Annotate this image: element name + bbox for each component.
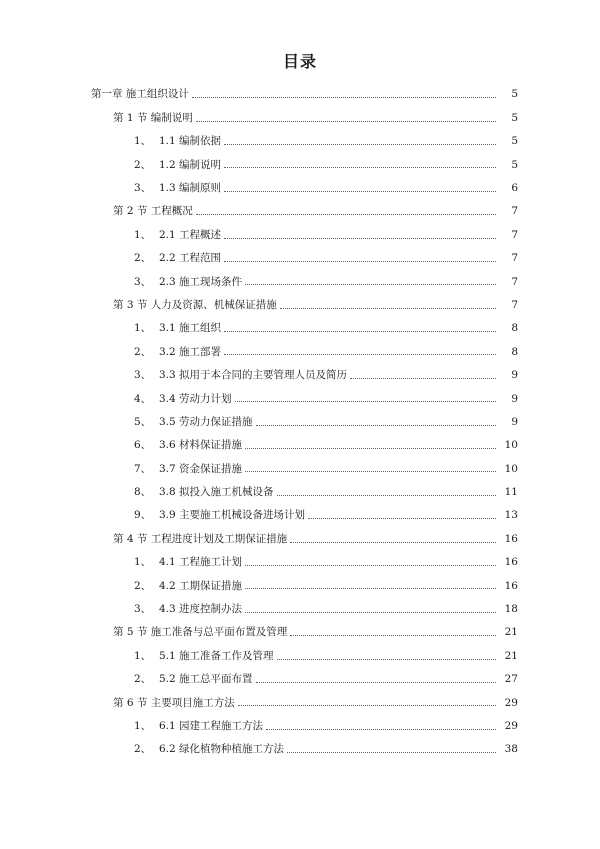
toc-dot-leader	[287, 752, 496, 753]
toc-dot-leader	[290, 542, 496, 543]
toc-entry-number: 5、	[134, 415, 152, 428]
toc-entry-label	[134, 370, 347, 381]
toc-page-number: 9	[511, 415, 518, 428]
toc-dot-leader	[245, 612, 496, 613]
toc-entry-level-3[interactable]	[0, 223, 600, 246]
toc-entry-text: 第 3 节 人力及资源、机械保证措施	[113, 298, 277, 311]
toc-entry-number: 8、	[134, 486, 152, 499]
toc-dot-leader	[235, 401, 496, 402]
toc-dot-leader	[280, 308, 496, 309]
toc-page-number: 7	[511, 298, 518, 311]
toc-entry-text: 1.1 编制依据	[159, 135, 222, 148]
toc-page-number: 29	[504, 719, 518, 732]
toc-entry-label	[134, 230, 221, 241]
toc-entry-label	[134, 160, 221, 171]
toc-dot-leader	[308, 518, 496, 519]
toc-page-number: 7	[511, 252, 518, 265]
toc-entry-text: 3.4 劳动力计划	[159, 392, 232, 405]
toc-entry-label	[134, 487, 274, 498]
toc-entry-text: 第 1 节 编制说明	[113, 111, 193, 124]
toc-entry-level-3[interactable]	[0, 153, 600, 176]
toc-entry-label	[134, 440, 242, 451]
toc-entry-text: 5.1 施工准备工作及管理	[159, 649, 274, 662]
toc-page-number: 8	[511, 345, 518, 358]
toc-entry-text: 3.6 材料保证措施	[159, 439, 243, 452]
toc-page-number: 38	[504, 743, 518, 756]
toc-dot-leader	[290, 635, 496, 636]
toc-entry-level-3[interactable]	[0, 387, 600, 410]
toc-entry-text: 4.3 进度控制办法	[159, 603, 243, 616]
toc-entry-level-3[interactable]	[0, 457, 600, 480]
toc-entry-level-2[interactable]	[0, 294, 600, 317]
toc-dot-leader	[224, 167, 496, 168]
toc-dot-leader	[192, 97, 496, 98]
toc-entry-level-3[interactable]	[0, 410, 600, 433]
toc-entry-text: 3.8 拟投入施工机械设备	[159, 486, 274, 499]
toc-entry-level-3[interactable]	[0, 270, 600, 293]
toc-entry-label	[134, 323, 221, 334]
toc-dot-leader	[277, 495, 496, 496]
toc-entry-level-3[interactable]	[0, 177, 600, 200]
toc-entry-text: 第 5 节 施工准备与总平面布置及管理	[113, 626, 288, 639]
toc-dot-leader	[224, 191, 496, 192]
toc-entry-level-3[interactable]	[0, 434, 600, 457]
toc-entry-level-1[interactable]	[0, 83, 600, 106]
toc-entry-number: 6、	[134, 439, 152, 452]
toc-entry-text: 1.3 编制原则	[159, 182, 222, 194]
toc-dot-leader	[224, 331, 496, 332]
toc-page-number: 10	[504, 462, 518, 475]
toc-entry-text: 3.5 劳动力保证措施	[159, 415, 253, 428]
toc-entry-label	[134, 183, 221, 194]
toc-entry-number: 3、	[134, 275, 152, 288]
toc-dot-leader	[224, 238, 496, 239]
toc-entry-level-3[interactable]	[0, 715, 600, 738]
toc-dot-leader	[245, 471, 496, 472]
toc-page-number: 7	[511, 205, 518, 218]
toc-dot-leader	[224, 354, 496, 355]
toc-entry-level-3[interactable]	[0, 247, 600, 270]
toc-entry-label	[134, 347, 221, 358]
toc-dot-leader	[350, 378, 496, 379]
toc-entry-label	[134, 136, 221, 147]
toc-entry-text: 3.1 施工组织	[159, 322, 222, 335]
toc-entry-text: 第一章 施工组织设计	[91, 88, 189, 101]
toc-entry-text: 1.2 编制说明	[159, 158, 222, 171]
toc-entry-text: 2.1 工程概述	[159, 228, 222, 241]
toc-dot-leader	[196, 121, 496, 122]
toc-entry-number: 2、	[134, 158, 152, 171]
toc-entry-label	[91, 89, 189, 100]
toc-dot-leader	[245, 565, 496, 566]
toc-entry-number: 7、	[134, 462, 152, 475]
toc-entry-text: 3.7 资金保证措施	[159, 462, 243, 475]
toc-entry-level-2[interactable]	[0, 106, 600, 129]
toc-entry-label	[134, 510, 305, 521]
toc-dot-leader	[266, 729, 496, 730]
toc-entry-level-3[interactable]	[0, 551, 600, 574]
toc-entry-label	[113, 534, 287, 545]
toc-entry-number: 1、	[134, 649, 152, 662]
toc-entry-number: 2、	[134, 743, 152, 756]
toc-page-number: 5	[511, 111, 518, 124]
toc-page-number: 16	[504, 532, 518, 545]
toc-entry-level-3[interactable]	[0, 130, 600, 153]
toc-page-number: 8	[511, 322, 518, 335]
toc-page-number: 13	[504, 509, 518, 522]
toc-entry-number: 3、	[134, 182, 152, 194]
toc-entry-number: 1、	[134, 322, 152, 335]
toc-entry-label	[134, 651, 274, 662]
toc-entry-text: 3.9 主要施工机械设备进场计划	[159, 509, 306, 522]
toc-page-number: 5	[511, 88, 518, 101]
toc-entry-level-3[interactable]	[0, 644, 600, 667]
table-of-contents	[0, 83, 600, 761]
toc-dot-leader	[238, 705, 496, 706]
toc-entry-label	[134, 464, 242, 475]
toc-page-number: 7	[511, 228, 518, 241]
toc-entry-number: 9、	[134, 509, 152, 522]
toc-entry-number: 1、	[134, 719, 152, 732]
toc-entry-level-3[interactable]	[0, 598, 600, 621]
toc-entry-number: 4、	[134, 392, 152, 405]
toc-page-number: 11	[504, 486, 518, 499]
toc-page-number: 10	[504, 439, 518, 452]
toc-entry-level-2[interactable]	[0, 527, 600, 550]
toc-entry-label	[134, 394, 232, 405]
toc-page-number: 16	[504, 556, 518, 569]
toc-page-number: 27	[504, 673, 518, 686]
toc-dot-leader	[224, 261, 496, 262]
toc-entry-label	[134, 744, 284, 755]
toc-entry-text: 6.1 园建工程施工方法	[159, 719, 264, 732]
toc-entry-text: 3.2 施工部署	[159, 345, 222, 358]
toc-page-number: 6	[511, 182, 518, 194]
toc-entry-label	[134, 604, 242, 615]
page-title: 目录	[282, 52, 317, 71]
toc-dot-leader	[245, 448, 496, 449]
toc-entry-text: 3.3 拟用于本合同的主要管理人员及简历	[159, 369, 348, 382]
toc-entry-label	[113, 627, 287, 638]
toc-entry-text: 2.3 施工现场条件	[159, 275, 243, 288]
toc-entry-label	[134, 581, 242, 592]
toc-entry-text: 4.2 工期保证措施	[159, 579, 243, 592]
toc-entry-label	[134, 253, 221, 264]
toc-entry-level-3[interactable]	[0, 668, 600, 691]
toc-entry-level-3[interactable]	[0, 317, 600, 340]
toc-entry-level-3[interactable]	[0, 574, 600, 597]
toc-entry-label	[134, 417, 253, 428]
toc-entry-number: 1、	[134, 135, 152, 148]
toc-dot-leader	[245, 284, 496, 285]
toc-entry-text: 第 4 节 工程进度计划及工期保证措施	[113, 532, 288, 545]
toc-dot-leader	[256, 425, 496, 426]
toc-entry-level-2[interactable]	[0, 691, 600, 714]
toc-entry-text: 第 2 节 工程概况	[113, 205, 193, 218]
toc-page-number: 5	[511, 158, 518, 171]
toc-entry-level-3[interactable]	[0, 504, 600, 527]
toc-entry-number: 1、	[134, 556, 152, 569]
toc-page-number: 18	[504, 603, 518, 616]
toc-entry-label	[134, 277, 242, 288]
toc-entry-number: 1、	[134, 228, 152, 241]
toc-entry-label	[113, 300, 277, 311]
toc-entry-level-3[interactable]	[0, 481, 600, 504]
toc-entry-text: 6.2 绿化植物种植施工方法	[159, 743, 285, 756]
toc-entry-number: 3、	[134, 603, 152, 616]
toc-page-number: 9	[511, 392, 518, 405]
toc-entry-level-2[interactable]	[0, 621, 600, 644]
toc-entry-level-3[interactable]	[0, 738, 600, 761]
toc-entry-number: 2、	[134, 345, 152, 358]
toc-entry-level-3[interactable]	[0, 364, 600, 387]
toc-entry-number: 2、	[134, 252, 152, 265]
toc-page-number: 21	[504, 626, 518, 639]
toc-entry-number: 2、	[134, 673, 152, 686]
toc-entry-text: 4.1 工程施工计划	[159, 556, 243, 569]
toc-entry-label	[113, 113, 193, 124]
toc-entry-text: 5.2 施工总平面布置	[159, 673, 253, 686]
toc-dot-leader	[224, 144, 496, 145]
toc-page-number: 5	[511, 135, 518, 148]
toc-entry-label	[134, 674, 253, 685]
toc-dot-leader	[277, 659, 496, 660]
toc-page-number: 7	[511, 275, 518, 288]
toc-entry-label	[113, 206, 193, 217]
toc-page-number: 16	[504, 579, 518, 592]
toc-entry-text: 第 6 节 主要项目施工方法	[113, 696, 235, 709]
toc-entry-text: 2.2 工程范围	[159, 252, 222, 265]
toc-entry-level-2[interactable]	[0, 200, 600, 223]
toc-entry-level-3[interactable]	[0, 340, 600, 363]
toc-entry-number: 2、	[134, 579, 152, 592]
toc-page-number: 21	[504, 649, 518, 662]
toc-page-number: 9	[511, 369, 518, 382]
toc-entry-number: 3、	[134, 369, 152, 382]
toc-dot-leader	[256, 682, 496, 683]
toc-dot-leader	[245, 588, 496, 589]
toc-dot-leader	[196, 214, 496, 215]
toc-entry-label	[134, 557, 242, 568]
toc-entry-label	[134, 721, 263, 732]
toc-page-number: 29	[504, 696, 518, 709]
toc-entry-label	[113, 698, 235, 709]
